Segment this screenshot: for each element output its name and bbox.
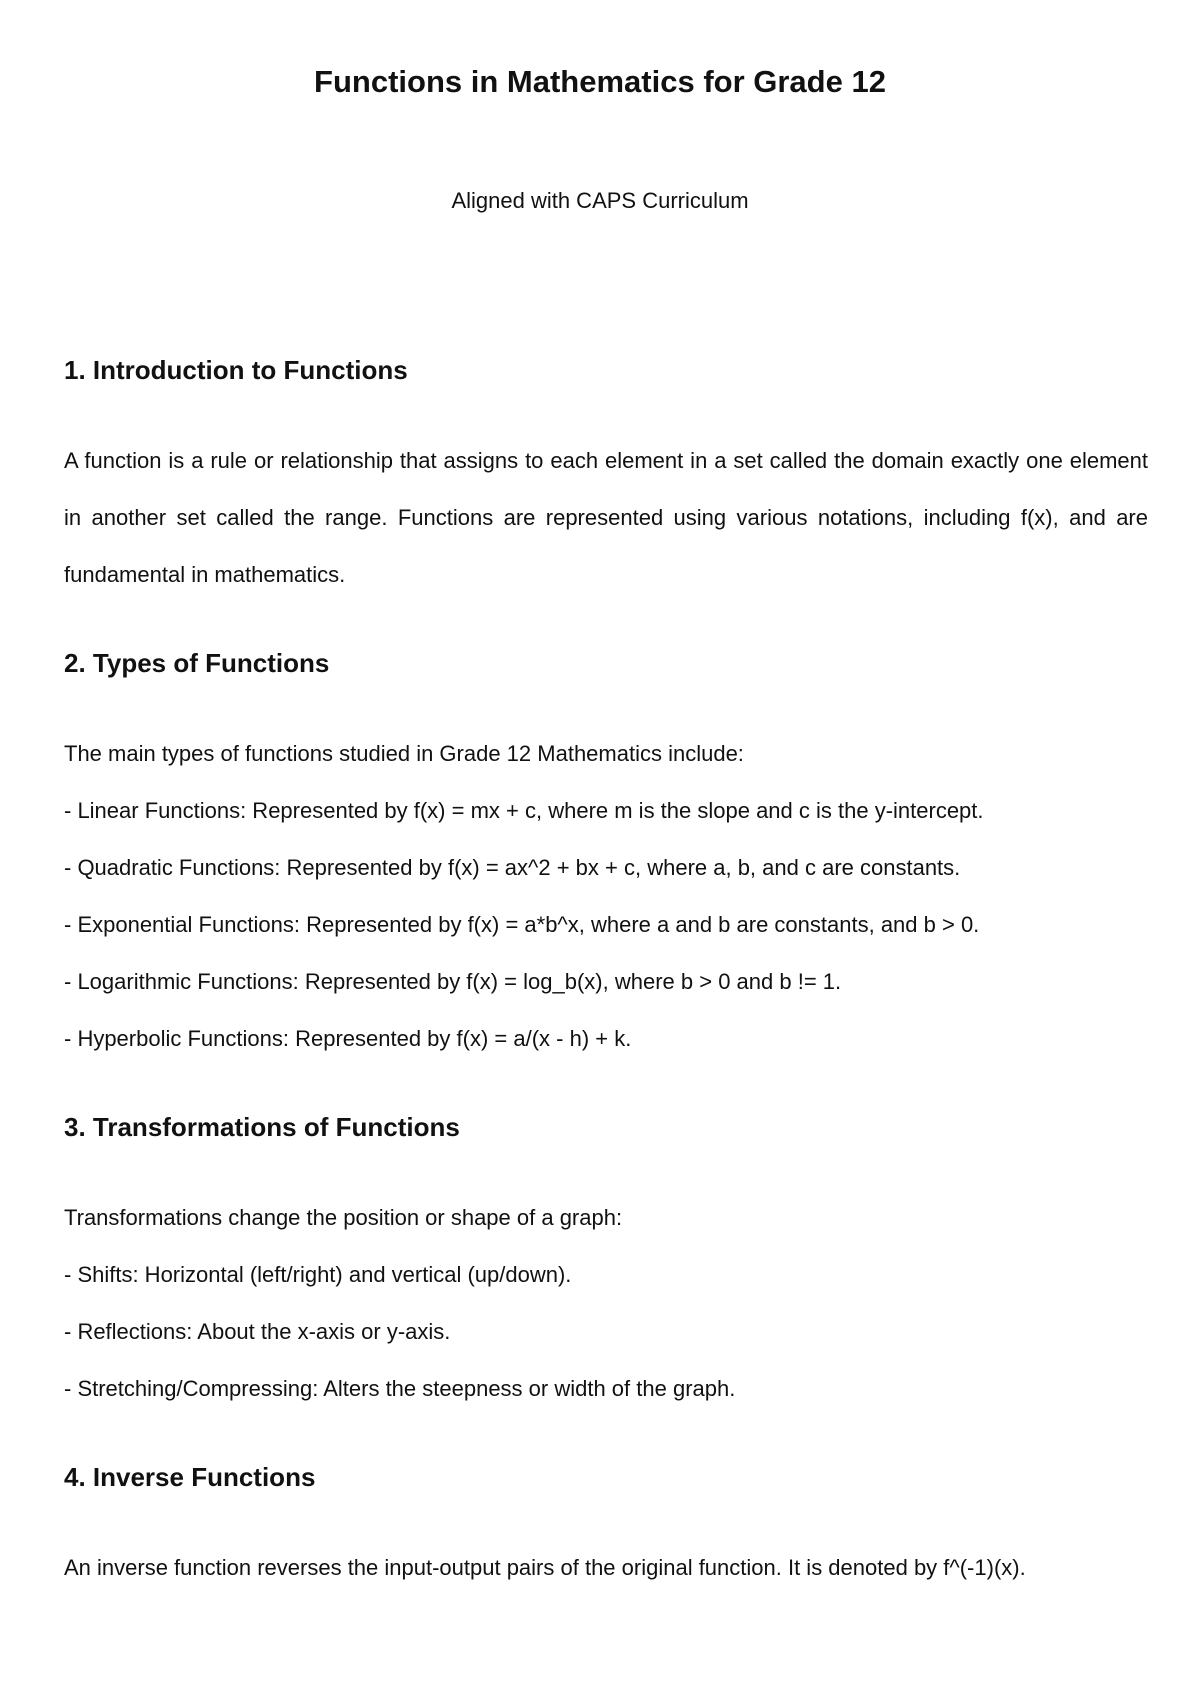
list-item: - Stretching/Compressing: Alters the steepness or width of the graph.	[64, 1376, 736, 1401]
section-inverse	[64, 1459, 1148, 1596]
section-intro: The main types of functions studied in Grade 12 Mathematics include:	[64, 741, 744, 766]
list-item: - Reflections: About the x-axis or y-axis.	[64, 1319, 451, 1344]
document-title: Functions in Mathematics for Grade 12	[314, 64, 886, 99]
list-item: - Exponential Functions: Represented by f(x) = a*b^x, where a and b are constants, and b > 0.	[64, 912, 980, 937]
list-item: - Shifts: Horizontal (left/right) and vertical (up/down).	[64, 1262, 572, 1287]
document-body	[64, 352, 1148, 1596]
list-item: - Quadratic Functions: Represented by f(x) = ax^2 + bx + c, where a, b, and c are constants.	[64, 855, 961, 880]
list-item: - Linear Functions: Represented by f(x) = mx + c, where m is the slope and c is the y-intercept.	[64, 798, 984, 823]
section-intro: Transformations change the position or shape of a graph:	[64, 1205, 623, 1230]
section-heading: 4. Inverse Functions	[64, 1462, 316, 1492]
section-heading: 1. Introduction to Functions	[64, 355, 408, 385]
section-paragraph: An inverse function reverses the input-output pairs of the original function. It is denoted by f^(-1)(x).	[64, 1555, 1026, 1580]
section-heading: 2. Types of Functions	[64, 648, 330, 678]
section-transformations	[64, 1109, 1148, 1417]
document-subtitle: Aligned with CAPS Curriculum	[451, 188, 749, 213]
section-types	[64, 645, 1148, 1067]
list-item: - Hyperbolic Functions: Represented by f(x) = a/(x - h) + k.	[64, 1026, 632, 1051]
list-item: - Logarithmic Functions: Represented by f(x) = log_b(x), where b > 0 and b != 1.	[64, 969, 842, 994]
section-introduction	[64, 352, 1148, 603]
section-heading: 3. Transformations of Functions	[64, 1112, 460, 1142]
section-paragraph: A function is a rule or relationship that assigns to each element in a set called the domain exactly one element in another set called the range. Functions are represented using various notations, including f(x), and are fundamental in mathematics.	[64, 448, 1148, 587]
